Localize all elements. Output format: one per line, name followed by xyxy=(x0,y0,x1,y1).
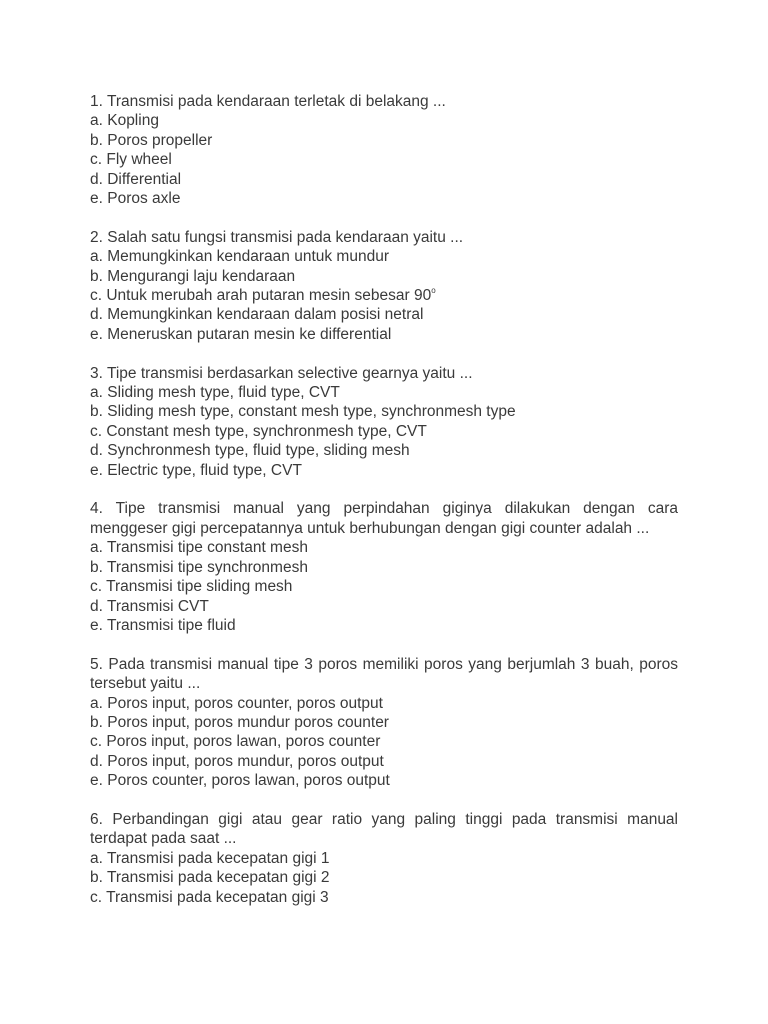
answer-option-text: e. Meneruskan putaran mesin ke differential xyxy=(90,325,392,343)
answer-option-text: e. Transmisi tipe fluid xyxy=(90,616,236,634)
answer-option-text: b. Transmisi tipe synchronmesh xyxy=(90,558,308,576)
answer-option xyxy=(90,713,678,732)
answer-option xyxy=(90,752,678,771)
answer-option-text: c. Untuk merubah arah putaran mesin sebesar 90 xyxy=(90,287,432,305)
answer-option-text: a. Kopling xyxy=(90,112,159,130)
question-text: 3. Tipe transmisi berdasarkan selective gearnya yaitu ... xyxy=(90,364,473,382)
answer-option-text: a. Poros input, poros counter, poros output xyxy=(90,694,383,712)
question-5 xyxy=(90,655,678,791)
answer-option-text: d. Poros input, poros mundur, poros output xyxy=(90,752,384,770)
answer-option xyxy=(90,694,678,713)
answer-option xyxy=(90,616,678,635)
question-text: 6. Perbandingan gigi atau gear ratio yang paling tinggi pada transmisi manual terdapat pada saat ... xyxy=(90,810,678,848)
answer-option xyxy=(90,538,678,557)
answer-option-text: d. Transmisi CVT xyxy=(90,597,209,615)
answer-option-text: b. Mengurangi laju kendaraan xyxy=(90,267,296,285)
answer-option-text: b. Poros input, poros mundur poros counter xyxy=(90,713,389,731)
answer-option xyxy=(90,383,678,402)
document-page xyxy=(90,92,678,926)
answer-option xyxy=(90,305,678,324)
answer-option xyxy=(90,150,678,169)
answer-option xyxy=(90,189,678,208)
answer-option-text: a. Memungkinkan kendaraan untuk mundur xyxy=(90,248,389,266)
answer-option xyxy=(90,888,678,907)
degree-mark: o xyxy=(431,286,436,296)
answer-option xyxy=(90,771,678,790)
answer-option xyxy=(90,247,678,266)
answer-option xyxy=(90,325,678,344)
answer-option-text: a. Sliding mesh type, fluid type, CVT xyxy=(90,384,340,402)
answer-option xyxy=(90,461,678,480)
answer-option xyxy=(90,558,678,577)
question-6 xyxy=(90,810,678,907)
question-3 xyxy=(90,364,678,480)
answer-option-text: d. Differential xyxy=(90,170,182,188)
answer-option xyxy=(90,849,678,868)
answer-option-text: e. Poros counter, poros lawan, poros output xyxy=(90,772,390,790)
question-text: 1. Transmisi pada kendaraan terletak di belakang ... xyxy=(90,93,446,110)
answer-option-text: b. Sliding mesh type, constant mesh type, synchronmesh type xyxy=(90,403,516,421)
answer-option-text: b. Transmisi pada kecepatan gigi 2 xyxy=(90,869,330,887)
answer-option xyxy=(90,441,678,460)
answer-option xyxy=(90,170,678,189)
answer-option-text: c. Fly wheel xyxy=(90,151,172,169)
answer-option xyxy=(90,286,678,305)
answer-option xyxy=(90,577,678,596)
question-1 xyxy=(90,92,678,208)
question-4 xyxy=(90,499,678,635)
answer-option-text: b. Poros propeller xyxy=(90,131,213,149)
answer-option-text: c. Transmisi tipe sliding mesh xyxy=(90,578,293,596)
question-2 xyxy=(90,228,678,344)
answer-option-text: c. Constant mesh type, synchronmesh type, CVT xyxy=(90,422,427,440)
answer-option xyxy=(90,732,678,751)
answer-option-text: e. Electric type, fluid type, CVT xyxy=(90,461,302,479)
answer-option-text: d. Synchronmesh type, fluid type, sliding mesh xyxy=(90,442,410,460)
answer-option-text: a. Transmisi pada kecepatan gigi 1 xyxy=(90,849,330,867)
question-text: 4. Tipe transmisi manual yang perpindahan giginya dilakukan dengan cara menggeser gigi percepatannya untuk berhubungan dengan gigi counter adalah ... xyxy=(90,500,678,537)
answer-option xyxy=(90,422,678,441)
answer-option-text: a. Transmisi tipe constant mesh xyxy=(90,539,308,557)
answer-option-text: e. Poros axle xyxy=(90,190,181,208)
answer-option xyxy=(90,131,678,150)
question-text: 2. Salah satu fungsi transmisi pada kendaraan yaitu ... xyxy=(90,228,464,246)
answer-option xyxy=(90,868,678,887)
answer-option xyxy=(90,111,678,130)
answer-option xyxy=(90,597,678,616)
answer-option-text: d. Memungkinkan kendaraan dalam posisi netral xyxy=(90,306,424,324)
answer-option-text: c. Poros input, poros lawan, poros counter xyxy=(90,733,381,751)
question-text: 5. Pada transmisi manual tipe 3 poros memiliki poros yang berjumlah 3 buah, poros tersebut yaitu ... xyxy=(90,655,678,693)
answer-option-text: c. Transmisi pada kecepatan gigi 3 xyxy=(90,888,329,906)
answer-option xyxy=(90,267,678,286)
answer-option xyxy=(90,402,678,421)
